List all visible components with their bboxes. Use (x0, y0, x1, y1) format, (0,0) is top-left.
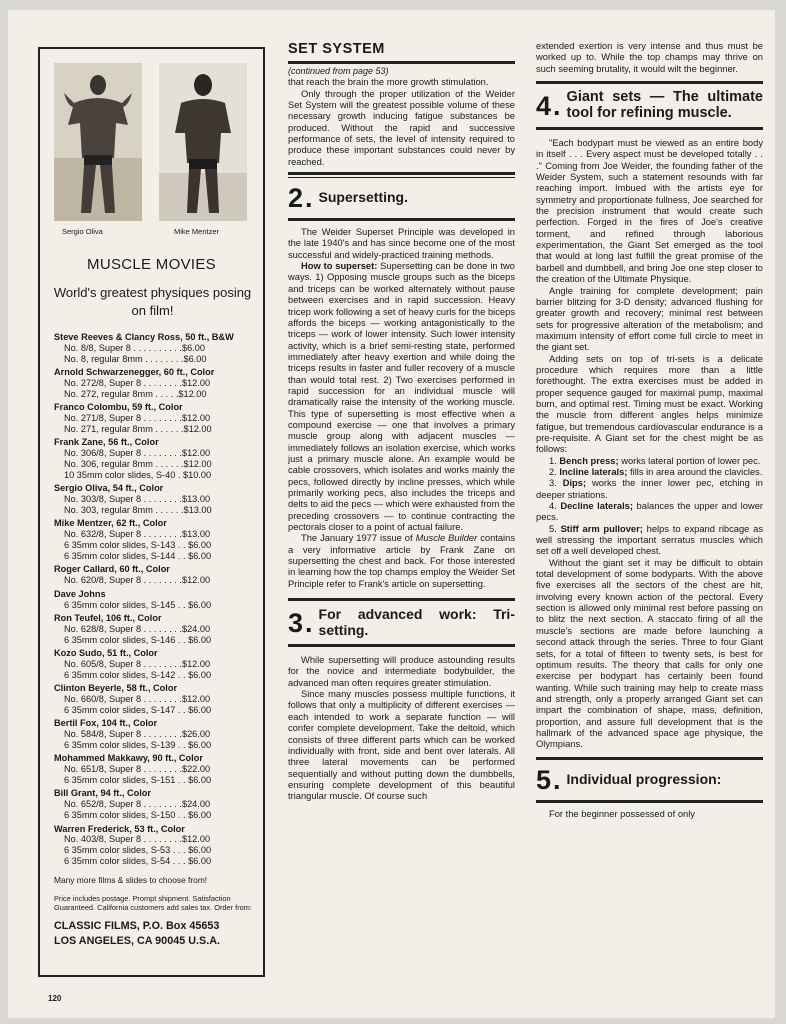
film-price-line: 6 35mm color slides, S-54 . . . $6.00 (64, 856, 212, 867)
paragraph: Angle training for complete development; pain barrier blitzing for 3-D density; advanced flushing for greater growth and recovery; minimal rest between sets for progressive alteration of the metabolism; and maximum intensity of effort come full circle to meet in the giant set. (536, 285, 763, 353)
film-price-line: No. 652/8, Super 8 . . . . . . . .$24.00 (64, 799, 211, 810)
film-price-line: No. 628/8, Super 8 . . . . . . . .$24.00 (64, 623, 211, 634)
film-price-line: 6 35mm color slides, S-151 . . $6.00 (64, 775, 212, 786)
film-price-line: 6 35mm color slides, S-147 . . $6.00 (64, 704, 212, 715)
article-column-2 (288, 41, 515, 803)
article-column-3 (536, 41, 763, 820)
film-entry (54, 332, 256, 365)
section-title: For advanced work: Tri-setting. (318, 606, 515, 638)
divider (536, 757, 763, 760)
paragraph: Only through the proper utilization of the Weider Set System will the greatest possible volume of these necessary growth inducing fatigue substances be produced. Without the rapid and successive performance of sets, the level of intensity required to produce these important substances could never by reached. (288, 88, 515, 167)
film-title: Steve Reeves & Clancy Ross, 50 ft., B&W (54, 332, 234, 342)
film-title: Bertil Fox, 104 ft., Color (54, 718, 158, 729)
exercise-item: 5. Stiff arm pullover; helps to expand ribcage as well stressing the important serratus muscles which set off a well developed chest. (536, 523, 763, 557)
film-title: Arnold Schwarzenegger, 60 ft., Color (54, 367, 215, 378)
paragraph: "Each bodypart must be viewed as an entire body in itself . . . Every aspect must be developed totally . . ." Coming from Joe Weider, the founding father of the Weider System, such a statement resounds with far reaching import. Imbued with the artists eye for symmetry and proportionate fullness, Joe searched for the precision instrument that would create such perfection. Forged in the fires of Joe's creative torment, and refined through laborious experimentation, the Giant Set emerged as the tool that would at long last fulfill the great promise of the barbell and dumbbell, and bring Joe one step closer to the creation of the Ultimate Physique. (536, 138, 763, 285)
film-title: Dave Johns (54, 588, 106, 599)
run-in-head: How to superset: (301, 261, 378, 272)
address-line-2: LOS ANGELES, CA 90045 U.S.A. (54, 935, 220, 948)
magazine-page (8, 10, 775, 1018)
film-entry (54, 648, 256, 681)
film-title: Frank Zane, 56 ft., Color (54, 437, 159, 448)
film-price-line: 10 35mm color slides, S-40 . $10.00 (64, 470, 212, 481)
divider (536, 800, 763, 803)
film-entry (54, 483, 256, 516)
ad-title: MUSCLE MOVIES (87, 256, 216, 273)
paragraph: How to superset: Supersetting can be done in two ways. 1) Opposing muscle groups such as the biceps and triceps can be worked alternately without pause between exercises and in rapid succession. Heavy tricep work following a set of heavy curls for the biceps affords the biceps — working antagonistically to the triceps — work of lower intensity. Such lower intensity activity, which is a brief semi-resting state, performed immediately after heavy exertion and while doing the triceps results in faster and fuller recovery of a muscle than would total rest. 2) Two exercises performed in rapid succession for an individual muscle will dramatically raise the intensity of the working muscle. This type of supersetting is most effective when a compound exercise — one that involves a primary muscle group along with adjacent muscles — immediately follows an isolation exercise, which works just a primary muscle alone. An example would be cable crossovers, which isolates and works mainly the pecs, followed directly by incline presses, which while primarily working pecs, also includes the triceps and delts to aid the pecs — which were exhausted from the preceding crossovers — to continue contracting the pectorals closer to a point of actual failure. (288, 261, 515, 533)
film-entry (54, 589, 256, 611)
paragraph: While supersetting will produce astounding results for the novice and intermediate bodybuilder, the advanced man often requires greater stimulation. (288, 655, 515, 688)
film-price-line: No. 8, regular 8mm . . . . . . . .$6.00 (64, 353, 207, 364)
film-title: Mike Mentzer, 62 ft., Color (54, 518, 167, 529)
section-title: Giant sets — The ultimate tool for refining muscle. (566, 89, 763, 121)
film-price-line: 6 35mm color slides, S-143 . . $6.00 (64, 540, 212, 551)
paragraph: For the beginner possessed of only (549, 808, 695, 819)
continued-note: (continued from page 53) (288, 66, 389, 76)
film-price-line: No. 303, regular 8mm . . . . . .$13.00 (64, 505, 212, 516)
film-entry (54, 564, 256, 586)
mike-mentzer-photo (159, 63, 247, 221)
order-address (54, 919, 256, 949)
film-price-line: 6 35mm color slides, S-144 . . $6.00 (64, 551, 212, 562)
section-heading-5: 5 . Individual progression: (536, 764, 722, 795)
ad-subtitle: World's greatest physiques posing on film! (53, 285, 252, 318)
section-title: Individual progression: (566, 770, 722, 787)
film-entry (54, 613, 256, 646)
film-price-line: No. 605/8, Super 8 . . . . . . . .$12.00 (64, 658, 211, 669)
divider (288, 172, 515, 175)
film-entry (54, 437, 256, 481)
film-price-line: 6 35mm color slides, S-146 . . $6.00 (64, 634, 212, 645)
film-price-line: No. 271, regular 8mm . . . . . .$12.00 (64, 424, 212, 435)
page-number: 120 (48, 994, 62, 1003)
section-number: 5 (536, 764, 552, 795)
divider (288, 177, 515, 178)
section-number: 3 (288, 607, 304, 638)
set-system-heading: SET SYSTEM (288, 41, 385, 57)
film-entry (54, 367, 256, 400)
film-price-line: No. 272, regular 8mm . . . . .$12.00 (64, 388, 207, 399)
film-price-line: No. 584/8, Super 8 . . . . . . . .$26.00 (64, 729, 211, 740)
divider (288, 598, 515, 601)
film-title: Bill Grant, 94 ft., Color (54, 788, 151, 799)
film-price-line: No. 660/8, Super 8 . . . . . . . .$12.00 (64, 694, 211, 704)
photo1-caption: Sergio Oliva (62, 227, 103, 236)
divider (288, 644, 515, 647)
paragraph: The Weider Superset Principle was developed in the late 1940's and has since become one of the most successful and widely-practiced training methods. (288, 227, 515, 260)
film-title: Franco Colombu, 59 ft., Color (54, 402, 183, 413)
film-title: Kozo Sudo, 51 ft., Color (54, 647, 158, 658)
divider (288, 61, 515, 64)
film-title: Sergio Oliva, 54 ft., Color (54, 483, 164, 494)
film-entry (54, 518, 256, 562)
film-list (54, 332, 256, 949)
magazine-name: Muscle Builder (415, 533, 478, 544)
film-price-line: No. 620/8, Super 8 . . . . . . . .$12.00 (64, 575, 211, 586)
film-entry (54, 788, 256, 821)
film-entry (54, 753, 256, 786)
section-number: 2 (288, 183, 304, 214)
film-price-line: No. 403/8, Super 8 . . . . . . . .$12.00 (64, 834, 211, 845)
exercise-item: 1. Bench press; works lateral portion of lower pec. (549, 455, 761, 466)
film-entry (54, 683, 256, 716)
paragraph: Since many muscles possess multiple functions, it follows that only a multiplicity of different exercises — each intended to work a separate function — will confer complete development. Take the deltoid, which consists of three different parts which can be worked individually with front, side and bent over laterals. All three lateral movements can be performed sequentially and without putting down the dumbbells, ensuring complete development of this beautiful triangular muscle. Of course such (288, 689, 515, 802)
film-title: Warren Frederick, 53 ft., Color (54, 823, 185, 834)
film-price-line: 6 35mm color slides, S-142 . . $6.00 (64, 669, 212, 680)
film-price-line: No. 306/8, Super 8 . . . . . . . .$12.00 (64, 448, 211, 459)
section-heading-2: 2 . Supersetting. (288, 183, 409, 214)
divider (288, 218, 515, 221)
section-number: 4 (536, 90, 552, 121)
film-price-line: No. 306, regular 8mm . . . . . .$12.00 (64, 459, 212, 470)
divider (536, 127, 763, 130)
film-entry (54, 824, 256, 868)
film-price-line: No. 632/8, Super 8 . . . . . . . .$13.00 (64, 529, 211, 540)
exercise-item: 4. Decline laterals; balances the upper and lower pecs. (536, 501, 764, 523)
film-title: Clinton Beyerle, 58 ft., Color (54, 683, 178, 694)
photo2-caption: Mike Mentzer (174, 227, 220, 236)
divider (536, 81, 763, 84)
film-price-line: No. 651/8, Super 8 . . . . . . . .$22.00 (64, 764, 211, 775)
film-price-line: 6 35mm color slides, S-150 . . $6.00 (64, 810, 212, 821)
film-entry (54, 402, 256, 435)
film-price-line: No. 303/8, Super 8 . . . . . . . .$13.00 (64, 494, 211, 505)
section-heading-3: 3 . For advanced work: Tri-setting. (288, 606, 515, 638)
paragraph: Without the giant set it may be difficult to obtain total development of some bodyparts. With the above five exercises all the sectors of the chest are hit, involving every known action of the pectoral. Every section is allowed only minimal rest before passing on to blitz the next section. A staccato firing of all the muscle's sections are made before launching a second attack through the series. Three to four Giant sets, for a total of fifteen to twenty sets, is best for optimum results. The theory that calls for only one exercise per bodypart has certainly been found wanting. While such training may help to create mass and strength, only a properly arranged Giant set can impart the combination of shape, mass, definition, proportion, and assure full development that is the hallmark of the advanced space age physique, the Olympians. (536, 557, 763, 750)
section-heading-4: 4 . Giant sets — The ultimate tool for refining muscle. (536, 89, 763, 121)
film-price-line: No. 8/8, Super 8 . . . . . . . . . .$6.00 (64, 342, 205, 353)
film-title: Mohammed Makkawy, 90 ft., Color (54, 753, 203, 764)
paragraph: extended exertion is very intense and thus must be worked up to. While the top champs may thrive on such seeming brutality, it would wilt the beginner. (536, 41, 763, 74)
film-entry (54, 718, 256, 751)
film-title: Roger Callard, 60 ft., Color (54, 564, 170, 575)
film-title: Ron Teufel, 106 ft., Color (54, 612, 162, 623)
fine-print: Price includes postage. Prompt shipment. Satisfaction Guaranteed. California customers add sales tax. Order from: (54, 894, 252, 913)
film-price-line: No. 271/8, Super 8 . . . . . . . .$12.00 (64, 413, 211, 424)
exercise-item: 2. Incline laterals; fills in area around the clavicles. (549, 467, 763, 477)
exercise-item: 3. Dips; works the inner lower pec, etching in deeper striations. (536, 478, 763, 500)
muscle-movies-ad (38, 47, 265, 977)
film-price-line: No. 272/8, Super 8 . . . . . . . .$12.00 (64, 378, 211, 389)
film-price-line: 6 35mm color slides, S-139 . . $6.00 (64, 740, 212, 751)
paragraph: Adding sets on top of tri-sets is a delicate procedure which requires more than a little forethought. The extra exercises must be added in proper sequence gauged for maximal pump, maximal burn, and optimal rest. Timing must be exact. Working the muscle from different angles helps minimize fatigue, but tremendous cardiovascular endurance is a pre-requisite. A Giant set for the chest might be as follows: (536, 353, 763, 455)
address-line-1: CLASSIC FILMS, P.O. Box 45653 (54, 920, 220, 933)
paragraph: that reach the brain the more growth stimulation. (288, 77, 489, 88)
film-price-line: 6 35mm color slides, S-53 . . . $6.00 (64, 845, 212, 856)
sergio-oliva-photo (54, 63, 142, 221)
more-films-note: Many more films & slides to choose from! (54, 875, 208, 886)
film-price-line: 6 35mm color slides, S-145 . . $6.00 (64, 599, 212, 610)
section-title: Supersetting. (318, 189, 409, 206)
paragraph: The January 1977 issue of Muscle Builder contains a very informative article by Frank Zane on supersetting the chest and back. For those interested in learning how the top champs employ the Weider Set Principle refer to Frank's article on supersetting. (288, 533, 516, 589)
